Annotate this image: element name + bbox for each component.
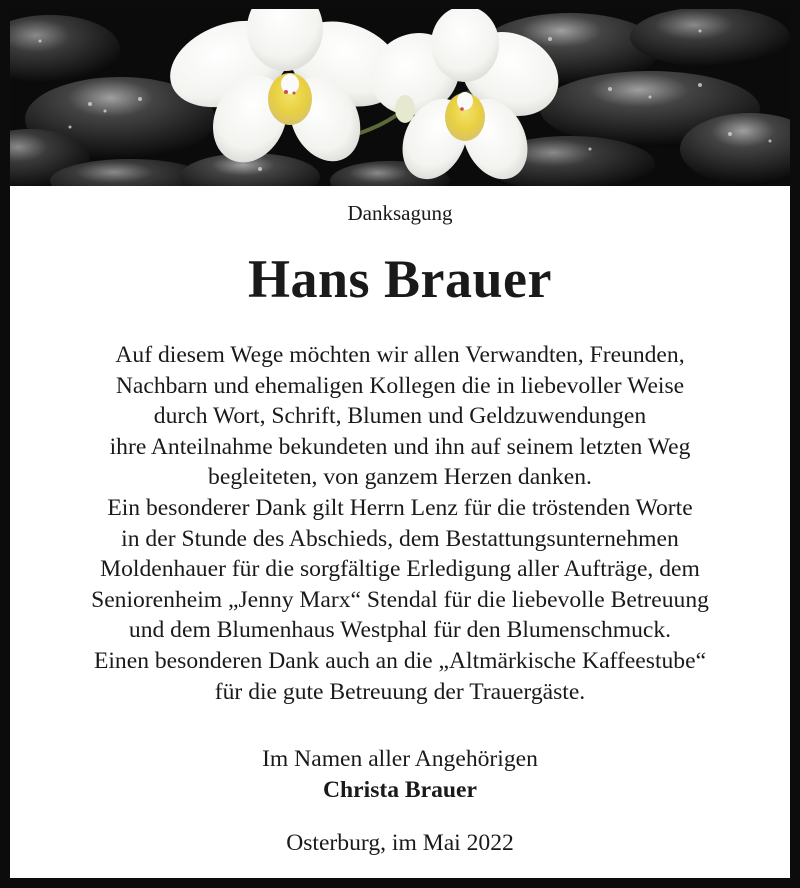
body-line: in der Stunde des Abschieds, dem Bestattungsunternehmen: [121, 525, 679, 552]
body-line: Auf diesem Wege möchten wir allen Verwandten, Freunden,: [115, 342, 685, 368]
body-line: ihre Anteilnahme bekundeten und ihn auf seinem letzten Weg: [109, 433, 691, 460]
signature-name: Christa Brauer: [323, 777, 477, 803]
deceased-name: Hans Brauer: [247, 249, 552, 309]
body-line: Nachbarn und ehemaligen Kollegen die in liebevoller Weise: [115, 372, 685, 399]
body-line: Ein besonderer Dank gilt Herrn Lenz für die tröstenden Worte: [107, 494, 693, 521]
signature-intro: Im Namen aller Angehörigen: [262, 746, 538, 772]
place-date: Osterburg, im Mai 2022: [286, 830, 514, 856]
notice-kicker: Danksagung: [347, 201, 453, 225]
body-line: Einen besonderen Dank auch an die „Altmärkische Kaffeestube“: [93, 647, 707, 674]
body-line: Moldenhauer für die sorgfältige Erledigung aller Aufträge, dem: [100, 556, 700, 583]
body-line: und dem Blumenhaus Westphal für den Blumenschmuck.: [128, 617, 672, 644]
body-line: Seniorenheim „Jenny Marx“ Stendal für die liebevolle Betreuung: [91, 586, 709, 613]
orchid-stones-photo: [10, 9, 790, 186]
body-line: begleiteten, von ganzem Herzen danken.: [208, 464, 592, 491]
thank-you-text: [10, 340, 790, 707]
body-line: durch Wort, Schrift, Blumen und Geldzuwendungen: [153, 403, 647, 430]
orchid-icon: [10, 9, 790, 186]
body-line: für die gute Betreuung der Trauergäste.: [214, 678, 586, 705]
